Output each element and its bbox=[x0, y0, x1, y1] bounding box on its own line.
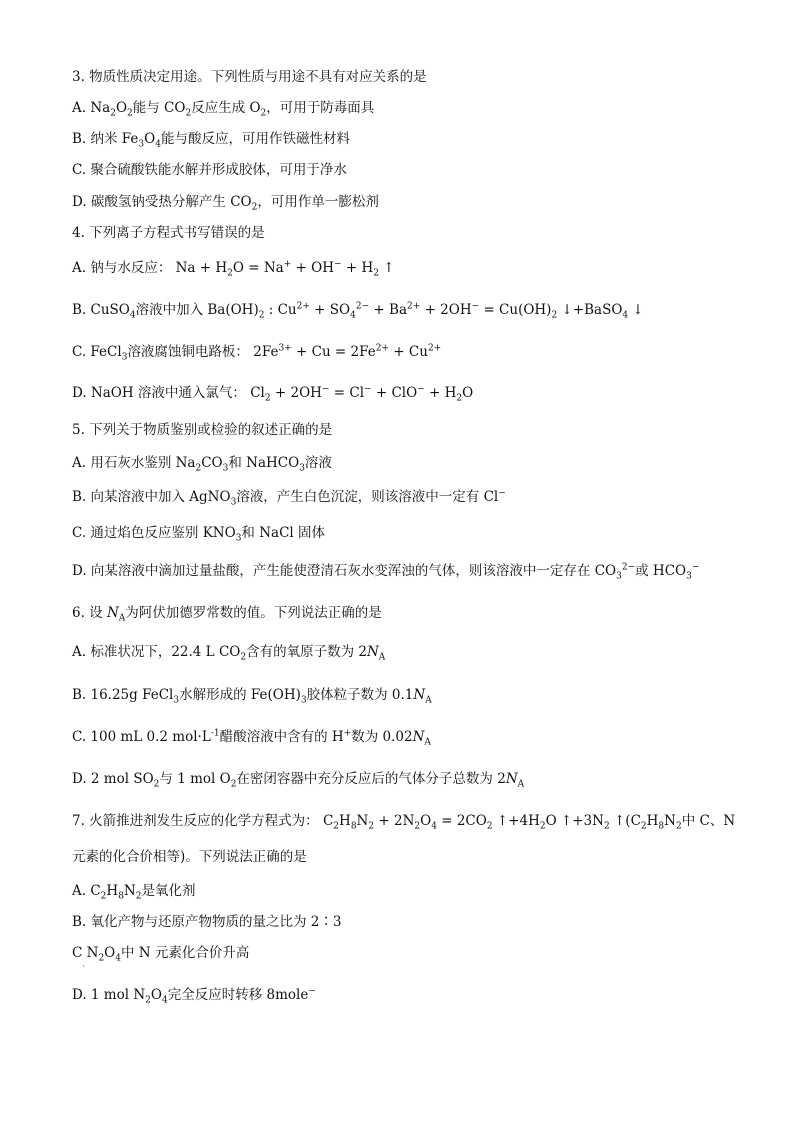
text-segment: 2 bbox=[98, 953, 105, 964]
text-segment: 2 bbox=[135, 891, 142, 902]
text-segment: 2+ bbox=[296, 301, 310, 312]
text-segment: N bbox=[412, 729, 425, 745]
text-segment: 2 bbox=[675, 821, 682, 832]
text-segment: 2 bbox=[145, 995, 151, 1006]
text-segment: O bbox=[150, 987, 162, 1003]
text-segment: 4 bbox=[161, 995, 168, 1006]
text-line bbox=[72, 384, 754, 402]
text-line bbox=[72, 604, 754, 622]
text-segment: 3 bbox=[235, 533, 242, 544]
text-segment: ↓ bbox=[628, 302, 644, 318]
text-segment: : Cu bbox=[264, 302, 297, 318]
text-segment: A. 用石灰水鉴别 Na bbox=[72, 455, 196, 471]
text-line bbox=[72, 524, 754, 542]
text-line bbox=[72, 161, 754, 179]
text-line bbox=[72, 562, 754, 580]
text-segment: O bbox=[420, 813, 432, 829]
text-segment: D. 2 mol SO bbox=[72, 771, 154, 787]
text-segment: 能与 CO bbox=[132, 100, 186, 116]
text-segment: = 2CO bbox=[436, 813, 487, 829]
text-segment: A bbox=[378, 652, 386, 663]
text-segment: 2 bbox=[539, 821, 546, 832]
text-segment: = Cl bbox=[329, 385, 365, 401]
text-segment: H bbox=[106, 883, 119, 899]
text-segment: B. 向某溶液中加入 AgNO bbox=[72, 489, 231, 505]
text-segment: 和 NaCl 固体 bbox=[241, 525, 326, 541]
text-segment: − bbox=[308, 986, 316, 997]
text-segment: A. Na bbox=[72, 100, 111, 116]
text-line bbox=[72, 224, 754, 242]
text-segment: − bbox=[691, 562, 700, 573]
text-segment: 反应生成 O bbox=[191, 100, 261, 116]
text-line bbox=[72, 986, 754, 1004]
text-segment: 3 bbox=[173, 695, 180, 706]
text-segment: O bbox=[144, 131, 156, 147]
text-line bbox=[72, 68, 754, 86]
text-segment: + Ba bbox=[369, 302, 407, 318]
text-segment: 2 bbox=[414, 821, 421, 832]
text-line bbox=[72, 643, 754, 661]
text-segment: O bbox=[462, 385, 474, 401]
text-segment: 2− bbox=[621, 562, 636, 573]
text-line bbox=[72, 488, 754, 506]
text-segment: + Cu bbox=[389, 344, 428, 360]
text-segment: C. FeCl bbox=[72, 344, 122, 360]
text-segment: D. NaOH 溶液中通入氯气： Cl bbox=[72, 385, 265, 401]
text-segment: 4 bbox=[155, 139, 161, 150]
text-segment: A bbox=[424, 737, 431, 748]
text-segment: C. 聚合硫酸铁能水解并形成胶体，可用于净水 bbox=[72, 162, 347, 178]
text-segment: 2 bbox=[110, 108, 116, 119]
text-segment: 溶液腐蚀铜电路板： 2Fe bbox=[127, 344, 279, 360]
text-segment: + 2OH bbox=[270, 385, 322, 401]
text-segment: N bbox=[664, 813, 676, 829]
text-line bbox=[72, 454, 754, 472]
text-line bbox=[72, 770, 754, 788]
text-segment: A. 钠与水反应： Na + H bbox=[72, 260, 228, 276]
text-segment: H bbox=[339, 813, 351, 829]
text-segment: 中 N 元素化合价升高 bbox=[120, 945, 250, 961]
text-segment: 2 bbox=[603, 821, 610, 832]
text-line bbox=[72, 812, 754, 830]
text-segment: 2 bbox=[240, 652, 247, 663]
text-segment: 是氧化剂 bbox=[141, 883, 196, 899]
text-segment: 3 bbox=[300, 695, 307, 706]
text-segment: − bbox=[334, 259, 342, 270]
text-line bbox=[72, 686, 754, 704]
text-segment: + H bbox=[424, 385, 457, 401]
text-segment: ↓+BaSO bbox=[557, 302, 623, 318]
text-segment: 2 bbox=[185, 108, 192, 119]
text-segment: 2 bbox=[100, 891, 107, 902]
text-segment: + SO bbox=[309, 302, 351, 318]
text-line bbox=[72, 343, 754, 361]
text-line bbox=[72, 193, 754, 211]
text-segment: N bbox=[505, 771, 518, 787]
text-segment: 3 bbox=[299, 463, 305, 474]
text-segment: O ↑+3N bbox=[545, 813, 604, 829]
text-segment: D. 1 mol N bbox=[72, 987, 146, 1003]
text-segment: = Cu(OH) bbox=[479, 302, 552, 318]
text-segment: 2 bbox=[153, 779, 160, 790]
text-line bbox=[72, 944, 754, 962]
text-segment: A bbox=[517, 779, 525, 790]
text-segment: 8 bbox=[658, 821, 665, 832]
text-line bbox=[72, 882, 754, 900]
text-segment: 2 bbox=[640, 821, 647, 832]
text-segment: − bbox=[417, 384, 425, 395]
text-segment: 2 bbox=[373, 268, 379, 279]
text-segment: − bbox=[498, 488, 506, 499]
text-segment: A bbox=[118, 613, 126, 624]
text-line bbox=[72, 259, 754, 277]
text-segment: 2− bbox=[355, 301, 370, 312]
text-line bbox=[72, 848, 754, 866]
text-segment: 4. 下列离子方程式书写错误的是 bbox=[72, 225, 265, 241]
text-segment: 4 bbox=[431, 821, 437, 832]
text-segment: 水解形成的 Fe(OH) bbox=[179, 687, 301, 703]
text-segment: 数为 0.02 bbox=[351, 729, 413, 745]
text-line bbox=[72, 728, 754, 746]
text-segment: 2 bbox=[456, 393, 463, 404]
text-segment: 4 bbox=[350, 310, 356, 321]
text-segment: 3 bbox=[230, 497, 237, 508]
text-segment: B. 16.25g FeCl bbox=[72, 687, 174, 703]
text-segment: 3 bbox=[616, 571, 622, 582]
text-segment: 或 HCO bbox=[635, 563, 687, 579]
text-segment: 7. 火箭推进剂发生反应的化学方程式为： C bbox=[72, 813, 334, 829]
text-segment: + 2OH bbox=[420, 302, 472, 318]
text-segment: ，可用于防毒面具 bbox=[266, 100, 375, 116]
text-segment: 元素的化合价相等)。下列说法正确的是 bbox=[72, 849, 307, 865]
text-segment: 3. 物质性质决定用途。下列性质与用途不具有对应关系的是 bbox=[72, 69, 427, 85]
text-segment: O bbox=[115, 100, 128, 116]
text-segment: 胶体粒子数为 0.1 bbox=[306, 687, 414, 703]
text-segment: 2 bbox=[230, 779, 237, 790]
text-segment: 2 bbox=[251, 202, 258, 213]
text-segment: 2 bbox=[260, 108, 267, 119]
text-segment: ↑ bbox=[378, 260, 395, 276]
text-segment: N bbox=[413, 687, 426, 703]
text-segment: A. 标准状况下，22.4 L CO bbox=[72, 644, 241, 660]
text-segment: 2 bbox=[258, 310, 265, 321]
text-segment: 2 bbox=[227, 268, 233, 279]
text-segment: 醋酸溶液中含有的 H bbox=[219, 729, 344, 745]
text-segment: + Cu = 2Fe bbox=[291, 344, 376, 360]
text-line bbox=[72, 913, 754, 931]
text-segment: 溶液 bbox=[304, 455, 332, 471]
text-segment: N bbox=[106, 605, 119, 621]
text-segment: 2 bbox=[368, 821, 375, 832]
text-segment: 2 bbox=[333, 821, 340, 832]
text-segment: 在密闭容器中充分反应后的气体分子总数为 2 bbox=[236, 771, 506, 787]
text-line bbox=[72, 301, 754, 319]
text-segment: − bbox=[364, 384, 372, 395]
text-segment: + bbox=[343, 728, 352, 739]
text-segment: N bbox=[356, 813, 369, 829]
text-segment: 与 1 mol O bbox=[159, 771, 231, 787]
text-segment: 2 bbox=[551, 310, 558, 321]
text-segment: 3 bbox=[138, 139, 145, 150]
text-segment: C. 100 mL 0.2 mol·L bbox=[72, 729, 211, 745]
text-segment: 8 bbox=[350, 821, 357, 832]
text-segment: B. 纳米 Fe bbox=[72, 131, 139, 147]
text-segment: 溶液，产生白色沉淀，则该溶液中一定有 Cl bbox=[236, 489, 499, 505]
text-segment: D. 向某溶液中滴加过量盐酸，产生能使澄清石灰水变浑浊的气体，则该溶液中一定存在 CO bbox=[72, 563, 617, 579]
text-segment: 2 bbox=[264, 393, 271, 404]
text-segment: 2+ bbox=[375, 343, 390, 354]
text-segment: CO bbox=[201, 455, 223, 471]
text-segment: 3 bbox=[121, 352, 128, 363]
text-segment: A bbox=[425, 695, 432, 706]
text-segment: 完全反应时转移 8mole bbox=[167, 987, 309, 1003]
text-segment: ，可用作单一膨松剂 bbox=[257, 194, 379, 210]
text-segment: 中 C、N bbox=[681, 813, 736, 829]
text-segment: H bbox=[646, 813, 659, 829]
text-segment: 能与酸反应，可用作铁磁性材料 bbox=[160, 131, 350, 147]
text-segment: 8 bbox=[118, 891, 124, 902]
text-segment: D. 碳酸氢钠受热分解产生 CO bbox=[72, 194, 252, 210]
text-segment: + bbox=[283, 259, 292, 270]
text-segment: 溶液中加入 Ba(OH) bbox=[135, 302, 259, 318]
text-segment: + 2N bbox=[374, 813, 415, 829]
text-segment: ↑(C bbox=[609, 813, 641, 829]
text-line bbox=[72, 421, 754, 439]
text-segment: -1 bbox=[210, 728, 220, 739]
text-segment: 2 bbox=[195, 463, 202, 474]
text-segment: − bbox=[321, 384, 330, 395]
text-segment: 2 bbox=[127, 108, 133, 119]
text-segment: 5. 下列关于物质鉴别或检验的叙述正确的是 bbox=[72, 422, 333, 438]
text-segment: 3 bbox=[686, 571, 692, 582]
text-segment: B. 氧化产物与还原产物物质的量之比为 2∶3 bbox=[72, 914, 342, 930]
text-segment: C. 通过焰色反应鉴别 KNO bbox=[72, 525, 236, 541]
text-segment: N bbox=[366, 644, 379, 660]
text-segment: O bbox=[104, 945, 116, 961]
text-line bbox=[72, 99, 754, 117]
text-segment: 2+ bbox=[427, 343, 442, 354]
text-segment: + ClO bbox=[371, 385, 418, 401]
text-segment: 和 NaHCO bbox=[228, 455, 300, 471]
text-segment: 3+ bbox=[278, 343, 292, 354]
text-segment: + OH bbox=[291, 260, 335, 276]
text-segment: ↑+4H bbox=[492, 813, 540, 829]
text-segment: 4 bbox=[129, 310, 136, 321]
text-segment: O = Na bbox=[232, 260, 284, 276]
text-segment: 含有的氧原子数为 2 bbox=[246, 644, 367, 660]
text-segment: 4 bbox=[622, 310, 629, 321]
text-segment: 2+ bbox=[407, 301, 421, 312]
text-segment: 2 bbox=[486, 821, 493, 832]
text-segment: C N bbox=[72, 945, 99, 961]
stray-dot: · bbox=[82, 962, 85, 972]
text-segment: + H bbox=[341, 260, 374, 276]
text-segment: 3 bbox=[222, 463, 229, 474]
text-segment: B. CuSO bbox=[72, 302, 130, 318]
text-segment: − bbox=[471, 301, 480, 312]
text-segment: 6. 设 bbox=[72, 605, 107, 621]
text-segment: A. C bbox=[72, 883, 101, 899]
text-segment: N bbox=[123, 883, 136, 899]
text-line bbox=[72, 130, 754, 148]
text-segment: 4 bbox=[115, 953, 121, 964]
text-segment: 为阿伏加德罗常数的值。下列说法正确的是 bbox=[125, 605, 382, 621]
